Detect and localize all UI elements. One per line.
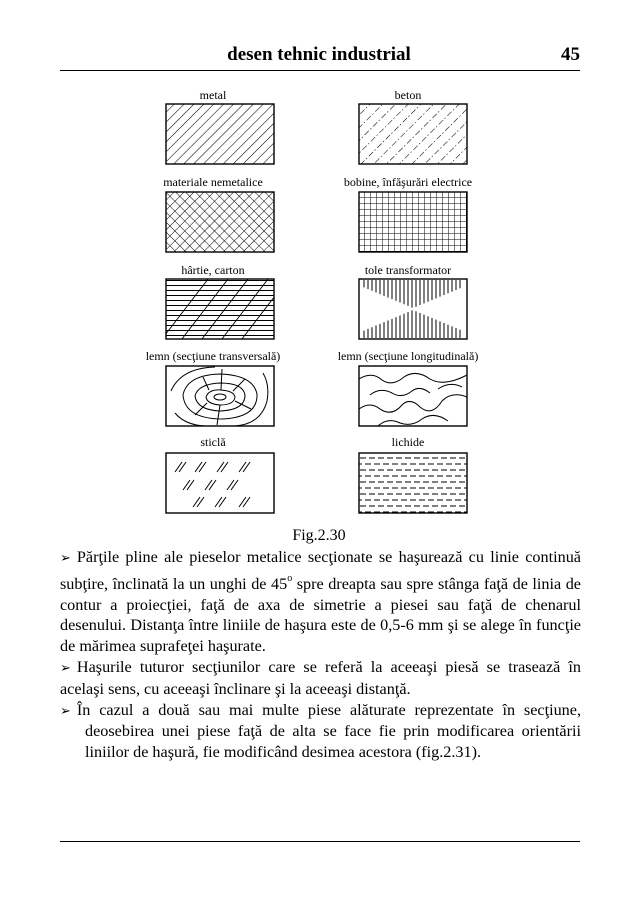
- paragraph-3-text: În cazul a două sau mai multe piese alăturate reprezentate în secţiune, deosebirea unei piese faţă de alta se face fie prin modificarea orientării liniilor de haşură, fie modificând desimea acestora (fig.2.31).: [76, 700, 581, 762]
- paragraph-1-text-b: spre dreapta sau spre stânga faţă de linia de contur a proiecţiei, faţă de axa de simetrie a piesei sau faţă de chenarul desenului. Distanţa între liniile de haşura este de 0,5-6 mm şi se alege în funcţie de mărimea suprafeţei haşurate.: [60, 574, 581, 656]
- arrow-bullet-icon: ➢: [60, 659, 71, 675]
- degree-sign: o: [287, 572, 293, 584]
- panel-label-bobine: bobine, înfăşurări electrice: [343, 175, 473, 189]
- paragraph-2: [60, 657, 581, 700]
- hatch-sticla: [165, 452, 275, 514]
- hatch-nemetalice: [165, 191, 275, 253]
- hatch-metal: [165, 103, 275, 165]
- panel-label-sticla: sticlă: [200, 435, 226, 449]
- panel-label-lichide: lichide: [391, 435, 425, 449]
- header-rule: [60, 70, 580, 71]
- paragraph-3: [60, 700, 581, 763]
- footer-rule: [60, 841, 580, 842]
- hatch-hartie: [165, 278, 275, 340]
- paragraph-1: [60, 547, 581, 657]
- hatch-beton: [358, 103, 468, 165]
- panel-label-hartie: hârtie, carton: [181, 263, 245, 277]
- arrow-bullet-icon: ➢: [60, 702, 71, 718]
- panel-label-nemetalice: materiale nemetalice: [163, 175, 263, 189]
- panel-label-beton: beton: [394, 88, 422, 102]
- arrow-bullet-icon: ➢: [60, 550, 71, 565]
- panel-label-tole: tole transformator: [364, 263, 452, 277]
- hatch-bobine: [358, 191, 468, 253]
- panel-label-lemn-transversal: lemn (secţiune transversală): [145, 349, 281, 363]
- hatch-lemn-longitudinal: [358, 365, 468, 427]
- body-text: [60, 547, 581, 763]
- hatch-tole: [358, 278, 468, 340]
- panel-label-metal: metal: [199, 88, 227, 102]
- panel-label-lemn-longitudinal: lemn (secţiune longitudinală): [337, 349, 479, 363]
- hatch-lichide: [358, 452, 468, 514]
- paragraph-2-text: Haşurile tuturor secţiunilor care se referă la aceeaşi piesă se trasează în acelaşi sens, cu aceeaşi înclinare şi la aceeaşi distanţă.: [60, 657, 581, 698]
- paragraph-1-text-a: Părţile pline ale pieselor metalice secţionate se haşurează cu linie continuă subţire, înclinată la un unghi de 45: [60, 548, 581, 593]
- page-number: 45: [561, 44, 580, 65]
- header-title: desen tehnic industrial: [227, 44, 411, 65]
- figure-caption: Fig.2.30: [292, 527, 346, 544]
- hatch-lemn-transversal: [165, 365, 275, 427]
